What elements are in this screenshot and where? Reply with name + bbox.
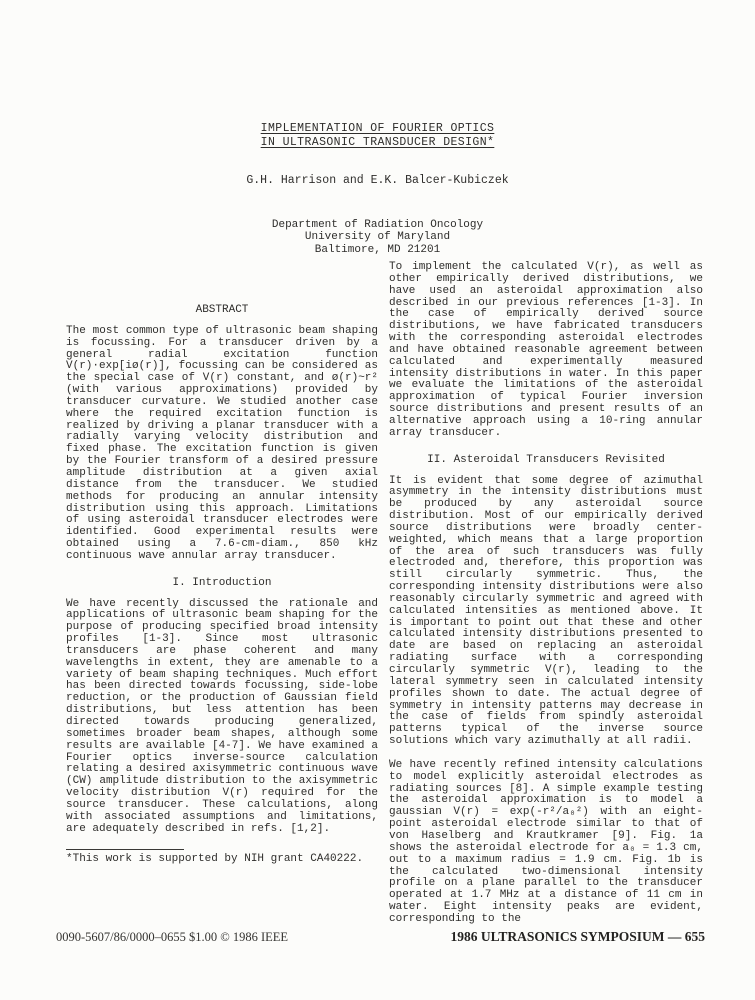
right-column: [389, 262, 703, 926]
abstract-heading: ABSTRACT: [195, 304, 249, 316]
paper-title: [0, 122, 755, 150]
introduction-text: We have recently discussed the rationale and applications of ultrasonic beam shaping for the purpose of producing specified broad intensity profiles [1-3]. Since most ultrasonic transducers are phase coherent and many wavelengths in extent, they are amenable to a variety of beam shaping techniques. Much effort has been directed towards focussing, side-lobe reduction, or the production of Gaussian field distributions, but less attention has been directed towards producing generalized, sometimes broader beam shapes, although some results are available [4-7]. We have examined a Fourier optics inverse-source calculation relating a desired axisymmetric continuous wave (CW) amplitude distribution to the axisymmetric velocity distribution V(r) required for the source transducer. These calculations, along with associated assumptions and limitations, are adequately described in refs. [1,2].: [66, 597, 378, 835]
page-footer: [56, 929, 705, 945]
right-column-paragraph-3: We have recently refined intensity calculations to model explicitly asteroidal electrodes as radiating sources [8]. A simple example testing the asteroidal approximation is to model a gaussian V(r) = exp(-r²/a₀²) with an eight-point asteroidal electrode similar to that of von Haselberg and Krautkramer [9]. Fig. 1a shows the asteroidal electrode for a₀ = 1.3 cm, out to a maximum radius = 1.9 cm. Fig. 1b is the calculated two-dimensional intensity profile on a plane parallel to the transducer operated at 1.7 MHz at a distance of 11 cm in water. Eight intensity peaks are evident, corresponding to the: [389, 758, 703, 925]
copyright-notice: 0090-5607/86/0000–0655 $1.00 © 1986 IEEE: [56, 930, 289, 944]
right-column-paragraph-1: To implement the calculated V(r), as well as other empirically derived distributions, we have used an asteroidal approximation also described in our previous references [1-3]. In the case of empirically derived source distributions, we have fabricated transducers with the corresponding asteroidal electrodes and have obtained reasonable agreement between calculated and experimentally measured intensity distributions in water. In this paper we evaluate the limitations of the asteroidal approximation of typical Fourier inversion source distributions and present results of an alternative approach using a 10-ring annular array transducer.: [389, 261, 703, 439]
paper-title-line2: IN ULTRASONIC TRANSDUCER DESIGN*: [260, 136, 495, 149]
right-column-paragraph-2: It is evident that some degree of azimuthal asymmetry in the intensity distributions must be produced by any asteroidal source distribution. Most of our empirically derived source distributions were broadly center-weighted, which means that a large proportion of the area of such transducers was fully electroded and, therefore, this proportion was still circularly symmetric. Thus, the corresponding intensity distributions were also reasonably circularly symmetric and agreed with calculated intensities as mentioned above. It is important to point out that these and other calculated intensity distributions presented to date are based on replacing an asteroidal radiating surface with a corresponding circularly symmetric V(r), leading to the lateral symmetry seen in calculated intensity profiles shown to date. The actual degree of symmetry in intensity patterns may decrease in the case of fields from spindly asteroidal patterns typical of the inverse source solutions which vary azimuthally at all radii.: [389, 474, 703, 748]
introduction-heading: I. Introduction: [172, 576, 272, 589]
affiliation-city: Baltimore, MD 21201: [314, 243, 441, 256]
affiliation: [0, 219, 755, 256]
abstract-text: The most common type of ultrasonic beam shaping is focussing. For a transducer driven by a general radial excitation function V(r)·exp[iø(r)], focussing can be considered as the special case of V(r) constant, and ø(r)~r² (with various approximations) provided by transducer curvature. We studied another case where the required excitation function is realized by driving a planar transducer with a radially varying velocity distribution and fixed phase. The excitation function is given by the Fourier transform of a desired pressure amplitude distribution at a given axial distance from the transducer. We studied methods for producing an annular intensity distribution using this approach. Limitations of using asteroidal transducer electrodes were identified. Good experimental results were obtained using a 7.6-cm-diam., 850 kHz continuous wave annular array transducer.: [66, 324, 378, 562]
proceedings-page-number: 1986 ULTRASONICS SYMPOSIUM — 655: [450, 929, 705, 944]
footnote: [66, 849, 378, 865]
section2-heading: II. Asteroidal Transducers Revisited: [427, 453, 665, 466]
footnote-text: *This work is supported by NIH grant CA40222.: [66, 853, 364, 865]
footnote-rule: [66, 849, 184, 850]
affiliation-department: Department of Radiation Oncology: [271, 219, 484, 231]
affiliation-university: University of Maryland: [304, 231, 451, 244]
authors: G.H. Harrison and E.K. Balcer-Kubiczek: [246, 174, 509, 187]
paper-title-line1: IMPLEMENTATION OF FOURIER OPTICS: [260, 122, 495, 135]
left-column: [66, 262, 378, 835]
